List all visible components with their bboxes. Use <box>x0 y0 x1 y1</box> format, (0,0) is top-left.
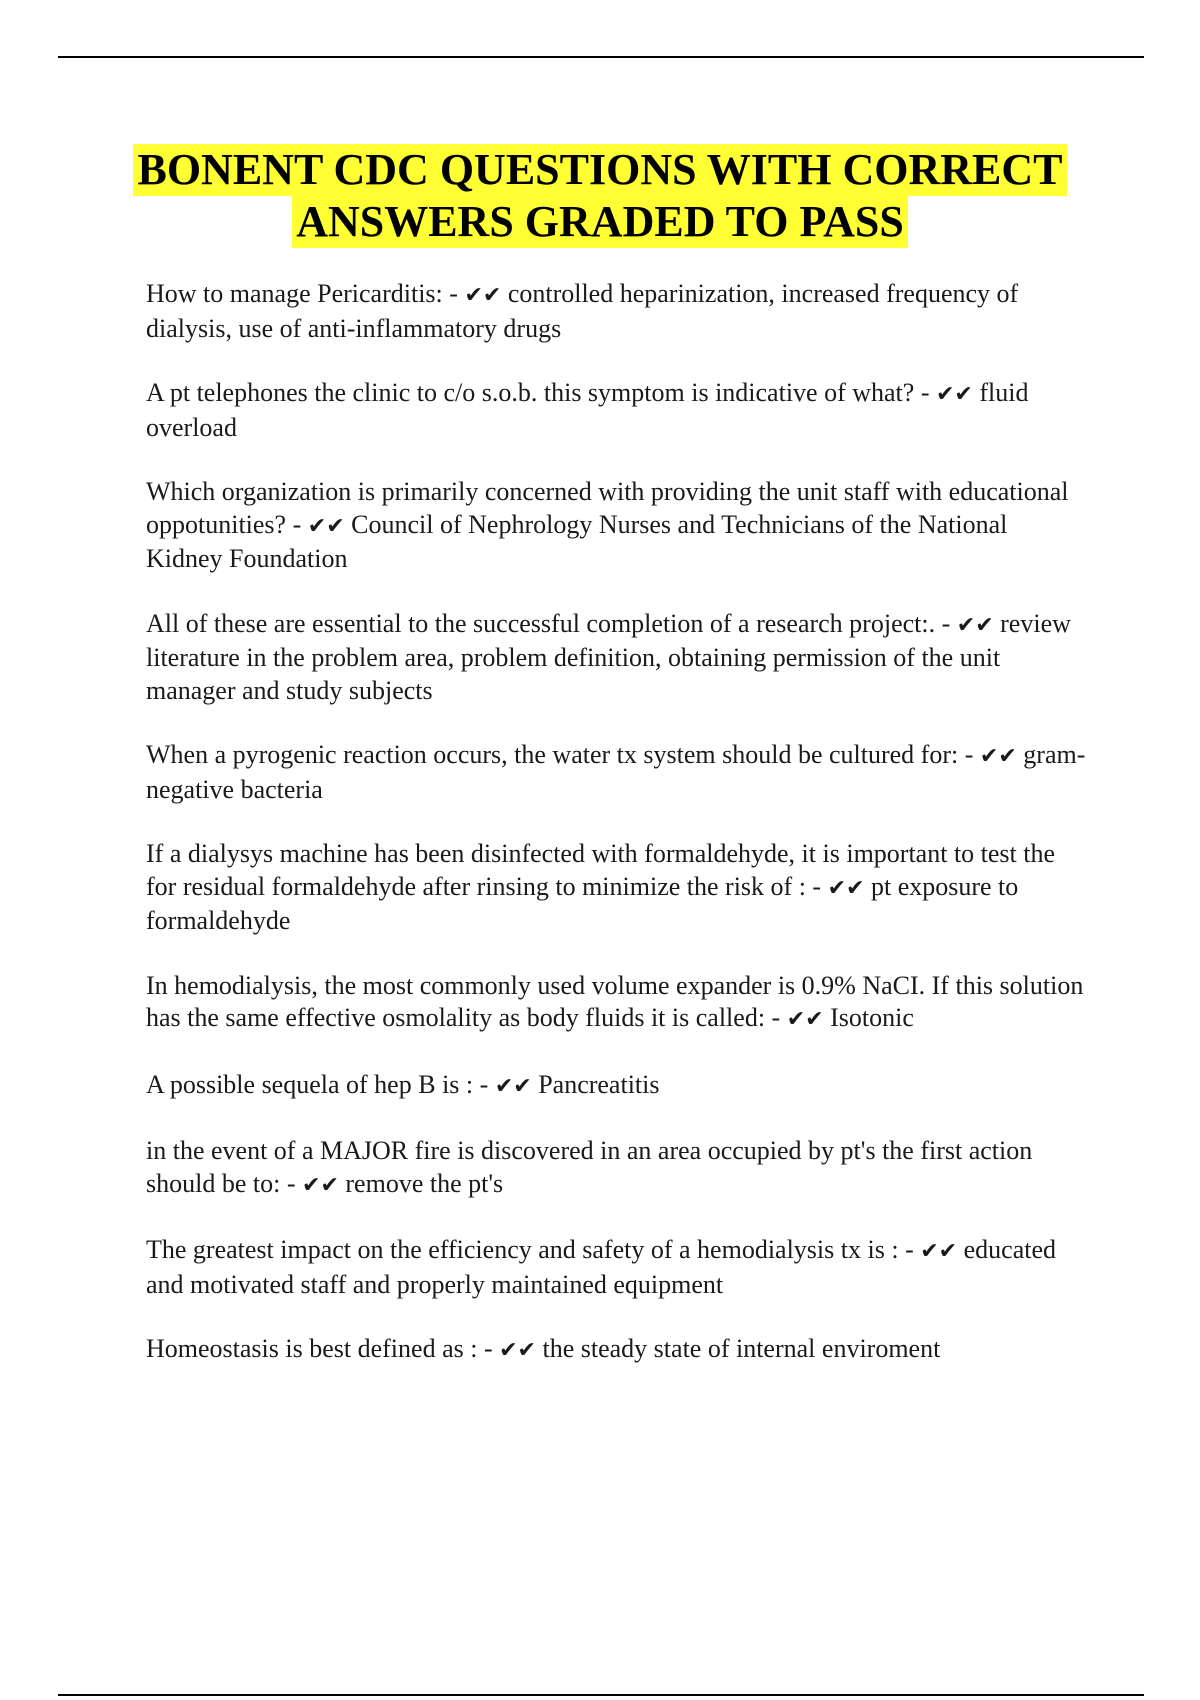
separator: - <box>898 1235 921 1264</box>
footer-rule <box>58 1694 1144 1696</box>
qa-item <box>146 1333 1090 1368</box>
check-icon: ✔✔ <box>464 283 502 308</box>
question-text: If a dialysys machine has been disinfected with formaldehyde, it is important to test the for residual formaldehyde after rinsing to minimize the risk of : <box>146 839 1056 901</box>
check-icon: ✔✔ <box>827 875 865 901</box>
check-icon: ✔✔ <box>979 744 1017 769</box>
qa-item <box>146 838 1090 938</box>
question-text: How to manage Pericarditis: <box>146 279 443 308</box>
separator: - <box>805 871 828 901</box>
qa-item <box>146 476 1090 576</box>
answer-text: remove the pt's <box>345 1168 504 1198</box>
check-icon: ✔✔ <box>302 1172 339 1198</box>
separator: - <box>477 1334 500 1363</box>
answer-text: Council of Nephrology Nurses and Technicians of the National Kidney Foundation <box>146 509 1008 573</box>
check-icon: ✔✔ <box>920 1239 958 1264</box>
question-text: When a pyrogenic reaction occurs, the water tx system should be cultured for: <box>146 740 959 769</box>
qa-list <box>146 278 1090 1400</box>
header-rule <box>58 56 1144 58</box>
check-icon: ✔✔ <box>956 612 994 638</box>
question-text: The greatest impact on the efficiency and safety of a hemodialysis tx is : <box>146 1235 899 1264</box>
qa-item <box>146 970 1090 1037</box>
answer-text: controlled heparinization, increased frequency of dialysis, use of anti-inflammatory drugs <box>146 279 1019 343</box>
title-line-2: ANSWERS GRADED TO PASS <box>292 196 908 248</box>
answer-text: gram-negative bacteria <box>146 740 1086 804</box>
answer-text: the steady state of internal enviroment <box>542 1334 941 1363</box>
separator: - <box>442 279 465 308</box>
answer-text: Pancreatitis <box>538 1069 660 1099</box>
answer-text: pt exposure to formaldehyde <box>146 871 1019 935</box>
title-line-1: BONENT CDC QUESTIONS WITH CORRECT <box>133 144 1066 196</box>
question-text: in the event of a MAJOR fire is discovered in an area occupied by pt's the first action should be to: <box>146 1136 1033 1198</box>
check-icon: ✔✔ <box>499 1338 536 1363</box>
separator: - <box>958 740 980 769</box>
qa-item <box>146 1069 1090 1104</box>
answer-text: review literature in the problem area, problem definition, obtaining permission of the unit manager and study subjects <box>146 608 1071 705</box>
qa-item <box>146 1234 1090 1301</box>
separator: - <box>935 608 957 638</box>
check-icon: ✔✔ <box>936 382 973 407</box>
question-text: Homeostasis is best defined as : <box>146 1334 478 1363</box>
qa-item <box>146 739 1090 806</box>
document-title <box>100 144 1100 248</box>
question-text: In hemodialysis, the most commonly used volume expander is 0.9% NaCI. If this solution has the same effective osmolality as body fluids it is called: <box>146 970 1084 1032</box>
question-text: All of these are essential to the successful completion of a research project:. <box>146 608 936 638</box>
separator: - <box>286 509 308 539</box>
separator: - <box>765 1003 787 1032</box>
qa-item <box>146 1135 1090 1202</box>
question-text: A possible sequela of hep B is : <box>146 1069 474 1099</box>
answer-text: Isotonic <box>830 1003 914 1032</box>
separator: - <box>914 378 936 407</box>
question-text: A pt telephones the clinic to c/o s.o.b. this symptom is indicative of what? <box>146 378 915 407</box>
check-icon: ✔✔ <box>786 1007 824 1032</box>
qa-item <box>146 608 1090 708</box>
answer-text: fluid overload <box>146 378 1029 442</box>
check-icon: ✔✔ <box>307 513 345 539</box>
answer-text: educated and motivated staff and properly maintained equipment <box>146 1235 1056 1299</box>
qa-item <box>146 377 1090 444</box>
qa-item <box>146 278 1090 345</box>
separator: - <box>280 1168 303 1198</box>
separator: - <box>473 1069 495 1099</box>
question-text: Which organization is primarily concerned with providing the unit staff with educational oppotunities? <box>146 477 1069 539</box>
check-icon: ✔✔ <box>494 1073 532 1099</box>
